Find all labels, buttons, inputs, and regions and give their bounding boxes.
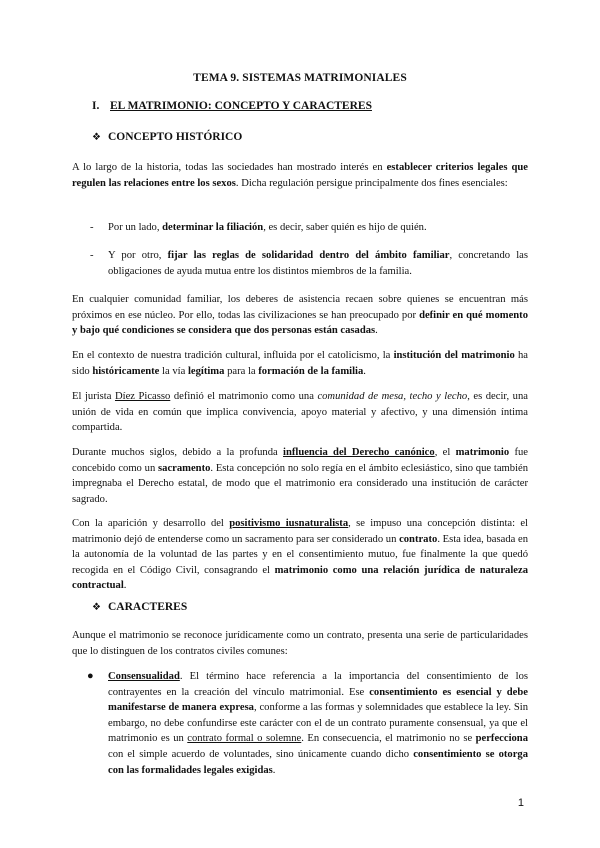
paragraph-diez-picasso: El jurista Díez Picasso definió el matrimonio como una comunidad de mesa, techo y lecho, es decir, una unión de vida en común que implica convivencia, apoyo material y afectivo, y una dimensión íntima compartida. [72,391,528,434]
list-item-solidaridad: - Y por otro, fijar las reglas de solidaridad dentro del ámbito familiar, concretando las obligaciones de ayuda mutua entre los distintos miembros de la familia. [90,250,528,277]
dash-bullet: - [90,222,94,233]
document-title: TEMA 9. SISTEMAS MATRIMONIALES [193,72,407,84]
paragraph-intro: A lo largo de la historia, todas las sociedades han mostrado interés en establecer criterios legales que regulen las relaciones entre los sexos. Dicha regulación persigue principalmente dos fines esenciales: [72,162,529,189]
page-number: 1 [517,797,524,809]
paragraph-derecho-canonico: Durante muchos siglos, debido a la profunda influencia del Derecho canónico, el matrimonio fue concebido como un sacramento. Esta concepción no solo regía en el ámbito eclesiástico, sino que también impregnaba el Derecho estatal, de modo que el matrimonio era considerado una institución de carácter sagrado. [72,447,529,505]
list-item-consensualidad: ● Consensualidad. El término hace referencia a la importancia del consentimiento de los contrayentes en la creación del vínculo matrimonial. Ese consentimiento es esencial y debe manifestarse de manera expresa, conforme a las formas y solemnidades que establece la ley. Sin embargo, no debe confundirse este carácter con el de un contrato puramente consensual, ya que el matrimonio es un contrato formal o solemne. En consecuencia, el matrimonio no se perfecciona con el simple acuerdo de voluntades, sino únicamente cuando dicho consentimiento se otorga con las formalidades legales exigidas. [87,670,528,776]
paragraph-comunidad-familiar: En cualquier comunidad familiar, los deberes de asistencia recaen sobre quienes se encuentran más próximos en ese núcleo. Por ello, todas las civilizaciones se han preocupado por definir en qué momento y bajo qué condiciones se considera que dos personas están casadas. [72,294,528,337]
paragraph-tradicion-cultural: En el contexto de nuestra tradición cultural, influida por el catolicismo, la institución del matrimonio ha sido históricamente la vía legítima para la formación de la familia. [72,350,528,377]
diamond-bullet-icon: ❖ [92,132,101,143]
subheading-label: CARACTERES [108,601,188,613]
list-item-filiacion: - Por un lado, determinar la filiación, es decir, saber quién es hijo de quién. [108,220,528,236]
paragraph-caracteres-intro: Aunque el matrimonio se reconoce jurídicamente como un contrato, presenta una serie de particularidades que lo distinguen de los contratos civiles comunes: [72,630,528,657]
subheading-caracteres [92,601,187,613]
round-bullet-icon: ● [87,670,94,682]
subheading-label: CONCEPTO HISTÓRICO [108,131,243,143]
paragraph-positivismo: Con la aparición y desarrollo del positivismo iusnaturalista, se impuso una concepción distinta: el matrimonio dejó de entenderse como un sacramento para ser considerado un contrato. Esta idea, basada en la autonomía de la voluntad de las partes y en el consentimiento mutuo, fue finalmente la que quedó recogida en el Código Civil, consagrando el matrimonio como una relación jurídica de naturaleza contractual. [72,518,528,592]
section-heading-1 [92,100,372,112]
section-number: I. [92,100,100,112]
subheading-concepto-historico [92,131,242,143]
diamond-bullet-icon: ❖ [92,602,101,613]
dash-bullet: - [90,250,94,261]
section-title: EL MATRIMONIO: CONCEPTO Y CARACTERES [110,100,372,112]
